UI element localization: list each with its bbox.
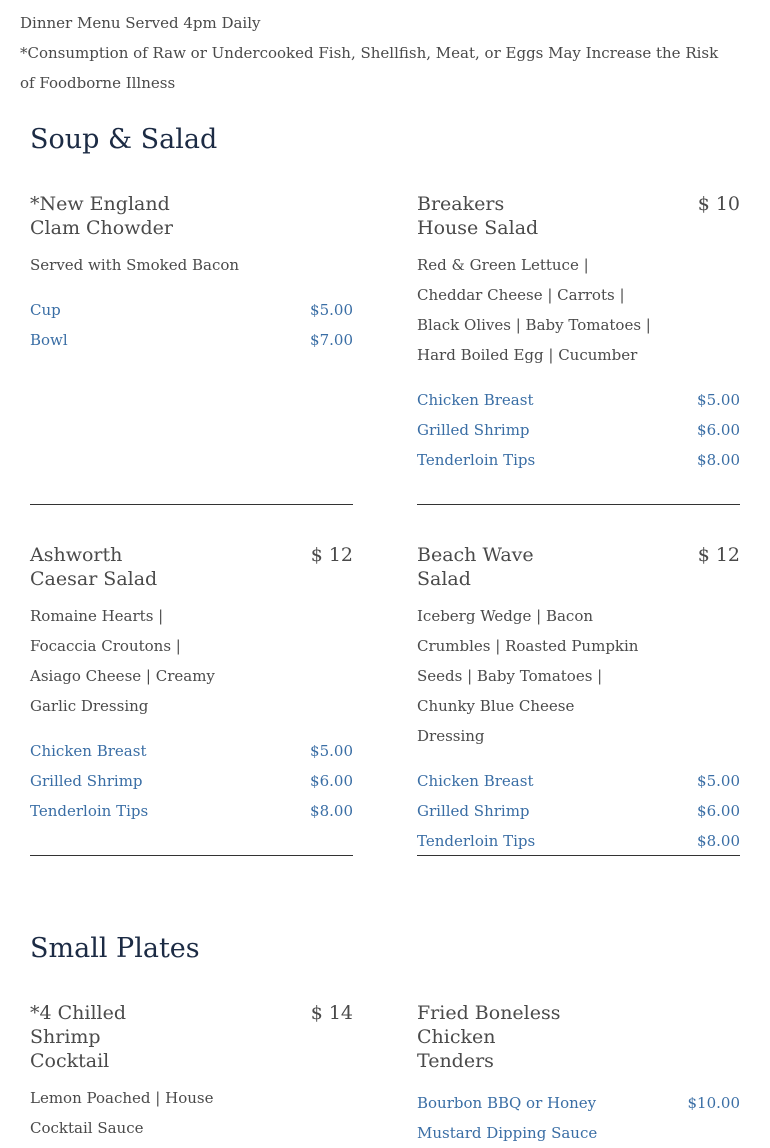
menu-item-ashworth-caesar-salad: [30, 543, 353, 826]
menu-item-breakers-house-salad: [417, 192, 740, 475]
menu-intro: [20, 8, 720, 98]
item-price: $ 14: [310, 1002, 353, 1024]
divider: [30, 504, 353, 505]
menu-item-shrimp-cocktail: [30, 1001, 353, 1143]
option-price: $5.00: [310, 742, 353, 760]
option-label: Chicken Breast: [417, 772, 534, 790]
menu-item-chicken-tenders: [417, 1001, 740, 1148]
option-label: Grilled Shrimp: [417, 421, 530, 439]
item-options: [417, 385, 740, 475]
item-name: Ashworth Caesar Salad: [30, 544, 158, 590]
item-description: Lemon Poached | House Cocktail Sauce: [30, 1089, 214, 1137]
option-price: $5.00: [697, 772, 740, 790]
divider: [30, 855, 353, 856]
item-name: Beach Wave Salad: [417, 544, 534, 590]
option-grilled-shrimp[interactable]: [417, 415, 740, 445]
option-price: $10.00: [687, 1094, 740, 1112]
item-options: [417, 1088, 740, 1148]
item-price: $ 12: [310, 544, 353, 566]
item-name: Breakers House Salad: [417, 193, 539, 239]
item-description: Romaine Hearts | Focaccia Croutons | Asiago Cheese | Creamy Garlic Dressing: [30, 607, 215, 715]
option-price: $7.00: [310, 331, 353, 349]
divider: [417, 855, 740, 856]
option-label: Grilled Shrimp: [30, 772, 143, 790]
option-price: $6.00: [697, 802, 740, 820]
option-label: Cup: [30, 301, 61, 319]
option-chicken-breast[interactable]: [30, 736, 353, 766]
option-label: Chicken Breast: [30, 742, 147, 760]
option-label: Tenderloin Tips: [417, 451, 536, 469]
option-label: Grilled Shrimp: [417, 802, 530, 820]
option-price: $8.00: [310, 802, 353, 820]
option-price: $6.00: [697, 421, 740, 439]
option-tenderloin-tips[interactable]: [30, 796, 353, 826]
option-label: Tenderloin Tips: [417, 832, 536, 850]
item-name: *New England Clam Chowder: [30, 193, 173, 239]
item-options: [417, 766, 740, 856]
item-price: $ 10: [697, 193, 740, 215]
option-tenderloin-tips[interactable]: [417, 445, 740, 475]
menu-item-clam-chowder: [30, 192, 353, 355]
item-options: [30, 736, 353, 826]
option-cup[interactable]: [30, 295, 353, 325]
item-price: $ 12: [697, 544, 740, 566]
option-label: Chicken Breast: [417, 391, 534, 409]
option-grilled-shrimp[interactable]: [30, 766, 353, 796]
option-price: $8.00: [697, 832, 740, 850]
option-chicken-breast[interactable]: [417, 766, 740, 796]
item-name: Fried Boneless Chicken Tenders: [417, 1002, 561, 1072]
item-options: [30, 295, 353, 355]
option-price: $5.00: [697, 391, 740, 409]
option-label: Tenderloin Tips: [30, 802, 149, 820]
item-description: Served with Smoked Bacon: [30, 256, 240, 274]
option-price: $6.00: [310, 772, 353, 790]
item-description: Iceberg Wedge | Bacon Crumbles | Roasted Pumpkin Seeds | Baby Tomatoes | Chunky Blue Cheese Dressing: [417, 607, 639, 745]
consumption-warning-text: *Consumption of Raw or Undercooked Fish, Shellfish, Meat, or Eggs May Increase the Risk of Foodborne Illness: [20, 44, 719, 92]
section-title-soup-salad: Soup & Salad: [30, 124, 218, 155]
option-bowl[interactable]: [30, 325, 353, 355]
option-chicken-breast[interactable]: [417, 385, 740, 415]
option-dipping-sauce[interactable]: [417, 1088, 740, 1148]
option-label: Bowl: [30, 331, 68, 349]
section-title-small-plates: Small Plates: [30, 933, 200, 964]
serving-hours-text: Dinner Menu Served 4pm Daily: [20, 14, 261, 32]
option-price: $8.00: [697, 451, 740, 469]
option-label: Bourbon BBQ or Honey Mustard Dipping Sauce: [417, 1094, 598, 1142]
item-name: *4 Chilled Shrimp Cocktail: [30, 1002, 127, 1072]
option-price: $5.00: [310, 301, 353, 319]
option-tenderloin-tips[interactable]: [417, 826, 740, 856]
menu-item-beach-wave-salad: [417, 543, 740, 856]
item-description: Red & Green Lettuce | Cheddar Cheese | Carrots | Black Olives | Baby Tomatoes | Hard Boiled Egg | Cucumber: [417, 256, 651, 364]
option-grilled-shrimp[interactable]: [417, 796, 740, 826]
divider: [417, 504, 740, 505]
